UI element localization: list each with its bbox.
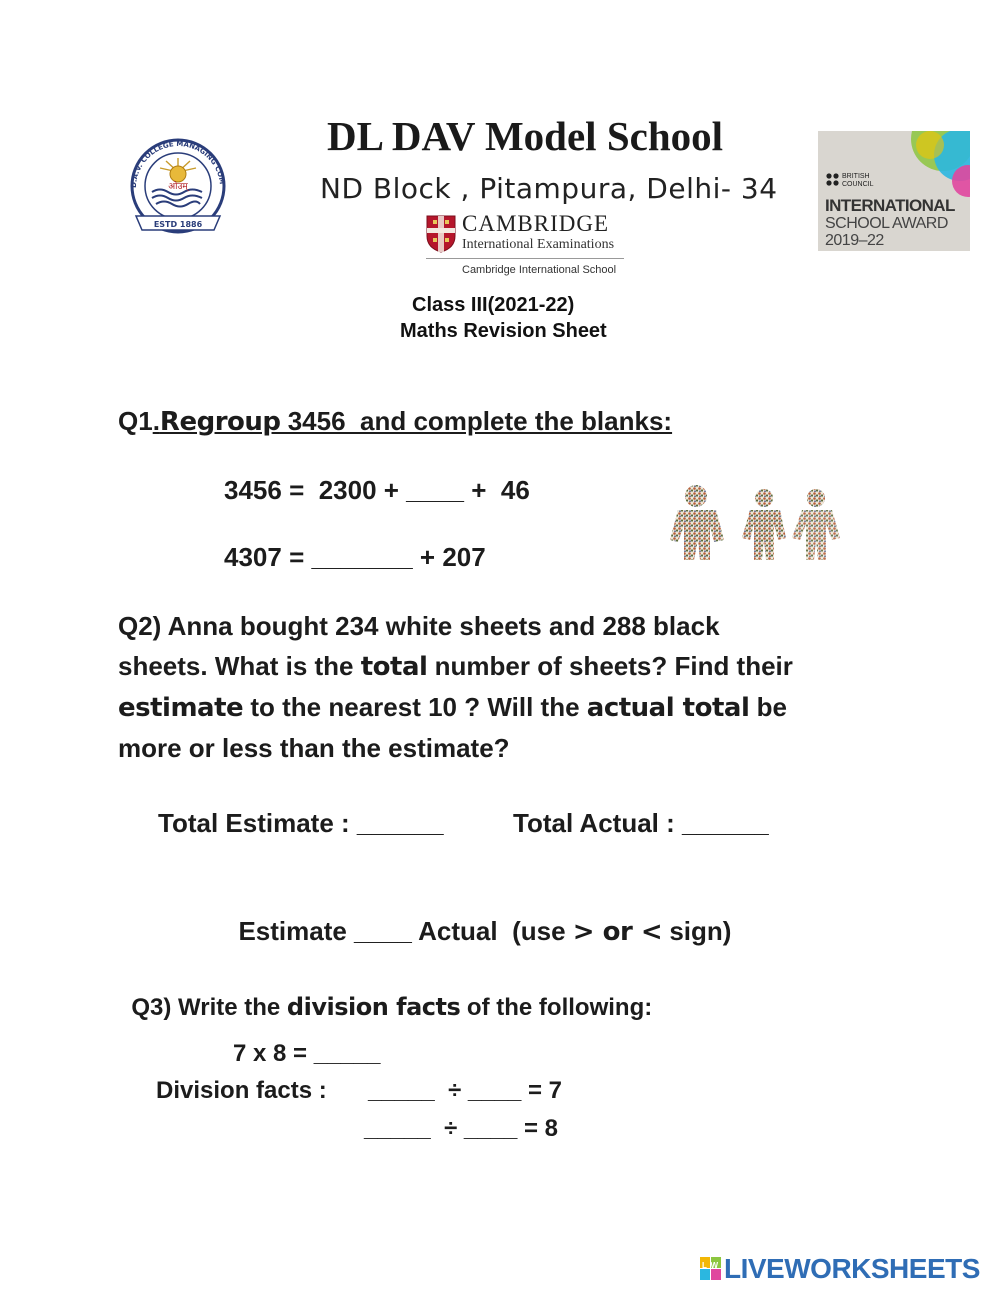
q2-seg1: Q2) Anna bought 234 white sheets and 288 black <box>118 611 720 641</box>
sheet-title: Maths Revision Sheet <box>400 320 607 342</box>
q2-compare-b: sign) <box>662 916 732 946</box>
liveworksheets-label: LIVEWORKSHEETS <box>724 1253 980 1284</box>
q2-seg3a: to the nearest 10 ? Will the <box>243 692 587 722</box>
q3-prefix: Q3) Write the <box>131 994 287 1021</box>
class-line: Class III(2021-22) <box>412 294 575 316</box>
q3-fact-1: _____ ÷ ____ = 7 <box>368 1077 563 1104</box>
q3-suffix: of the following: <box>460 994 653 1021</box>
q2-keyword-actual-total: actual total <box>586 693 750 723</box>
award-line1: INTERNATIONAL <box>825 196 955 215</box>
q1-heading-underlined <box>153 406 672 436</box>
q3-heading <box>118 965 652 1022</box>
q1-prefix: Q1 <box>118 406 153 436</box>
q1-line1: 3456 = 2300 + ____ + 46 <box>224 475 530 505</box>
british-council-award <box>818 131 970 251</box>
award-council: BRITISH COUNCIL <box>842 173 874 188</box>
q2-seg2a: sheets. What is the <box>118 651 361 681</box>
british-council-dots-icon <box>826 173 840 187</box>
people-illustration <box>668 482 848 562</box>
q1-heading <box>118 406 672 437</box>
cambridge-subtitle: International Examinations <box>462 237 615 252</box>
q3-fact-2: _____ ÷ ____ = 8 <box>364 1115 559 1142</box>
cambridge-school-label: Cambridge International School <box>462 264 617 276</box>
q3-keyword: division facts <box>286 993 461 1021</box>
school-name: DL DAV Model School <box>326 113 724 159</box>
q2-compare <box>224 885 731 947</box>
dav-logo-estd: ESTD 1886 <box>153 220 203 229</box>
q1-keyword: Regroup <box>159 407 281 437</box>
q2-seg3b: be <box>749 692 787 722</box>
q2-line-4 <box>118 728 918 768</box>
dav-logo-center-text: ओउम् <box>168 182 188 192</box>
q2-keyword-estimate: estimate <box>118 693 244 723</box>
q2-total-estimate: Total Estimate : ______ <box>158 808 444 838</box>
q1-dot: . <box>152 406 160 436</box>
q2-total-actual: Total Actual : ______ <box>513 808 769 838</box>
award-years: 2019–22 <box>825 232 884 249</box>
cambridge-shield-icon <box>425 214 457 254</box>
q2-seg2b: number of sheets? Find their <box>427 651 793 681</box>
q2-line-3 <box>118 687 918 728</box>
q2-seg4: more or less than the estimate? <box>118 733 510 763</box>
award-line2: SCHOOL AWARD <box>825 215 948 232</box>
q3-facts-label: Division facts : <box>156 1077 327 1104</box>
q2-question <box>118 606 918 768</box>
q2-compare-signs: > or < <box>572 917 663 947</box>
school-address: ND Block , Pitampura, Delhi- 34 <box>320 172 778 205</box>
q2-line-1 <box>118 606 918 646</box>
q2-line-2 <box>118 646 918 687</box>
q2-keyword-total: total <box>360 652 428 682</box>
q2-compare-a: Estimate ____ Actual (use <box>238 916 573 946</box>
q3-multiplication: 7 x 8 = _____ <box>233 1040 381 1067</box>
q1-line2: 4307 = _______ + 207 <box>224 542 486 572</box>
dav-logo-arc-text: D.A.V. COLLEGE MANAGING COM <box>129 139 226 189</box>
cambridge-title: CAMBRIDGE <box>462 211 610 236</box>
cambridge-divider <box>426 258 624 259</box>
q1-rest: 3456 and complete the blanks: <box>280 406 673 436</box>
liveworksheets-badge-letters: LW <box>702 1261 722 1270</box>
